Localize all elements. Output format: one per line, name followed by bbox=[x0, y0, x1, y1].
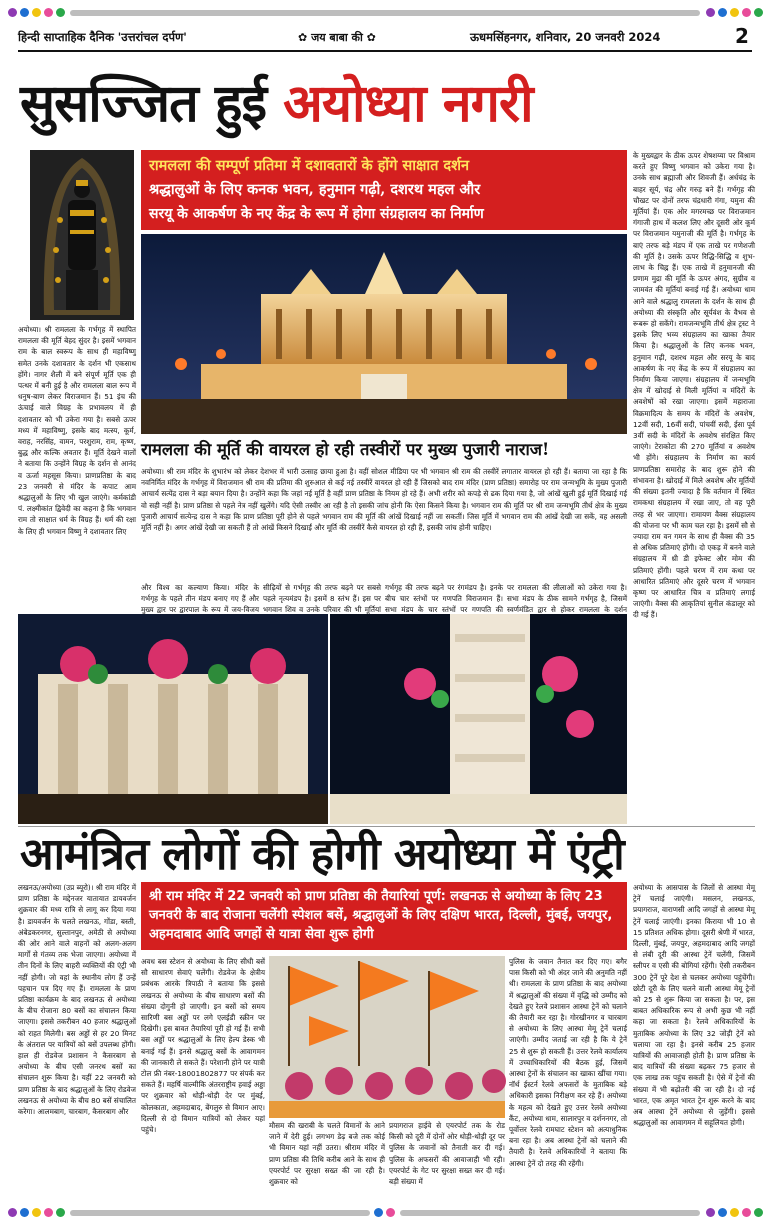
deck-line-2: श्रद्धालुओं के लिए कनक भवन, हनुमान गढ़ी, दशरथ महल और bbox=[149, 181, 481, 198]
mid-col-4: पर रामलला की लीलाओं को उकेरा गया है। सभा मंडप के ठीक सामने गर्भगृह है, जिसमें स्वर्णमंडित द्वार से होकर रामलला के दर्शन bbox=[507, 583, 627, 615]
deck-line-1: रामलला की सम्पूर्ण प्रतिमा में दशावतारों के होंगे साक्षात दर्शन bbox=[149, 157, 470, 174]
bottom-color-dots-left bbox=[8, 1208, 65, 1217]
mid-col-3: गर्भगृह की तरफ बढ़ने पर रंगमंडप है। इनके बीच चार स्तंभों पर गणपति विराजमान हैं। सभा मंडप के चार स्तंभों पर गणपति की bbox=[385, 583, 503, 615]
flower-icon: ✿ bbox=[366, 31, 376, 44]
bottom-mid-column-1: अवध बस स्टेशन से अयोध्या के लिए सीधी बसें सौ साधारण सेवाएं चलेंगी। रोडवेज के क्षेत्रीय प्रबंधक आरके त्रिपाठी ने बताया कि इससे लखनऊ से अयोध्या के बीच साधारण बसों की संख्या दोगुनी हो जाएगी। इन बसों को समय सारिणी बस अड्डों पर लगे एलईडी स्क्रीन पर दिखेगी। इस बावत तैयारियां पूरी हो गई हैं। सभी बस अड्डों पर श्रद्धालुओं के लिए हेल्प डेस्क भी बनाई गई हैं। इनसे श्रद्धालु बसों के आवागमन की जानकारी ले सकते हैं। परेशानी होने पर यात्री टोल फ्री नंबर-18001802877 पर संपर्क कर सकते हैं। महर्षि वाल्मीकि अंतरराष्ट्रीय हवाई अड्डा पर शुक्रवार को थोड़ी-थोड़ी देर पर मुंबई, कोलकाता, अहमदाबाद, बेंगलुरु से विमान आए। दिल्ली से दो विमान यात्रियों को लेकर यहां पहुंचे। bbox=[141, 957, 265, 1135]
deck-red-box-2: श्री राम मंदिर में 22 जनवरी को प्राण प्रतिष्ठा की तैयारियां पूर्ण: लखनऊ से अयोध्या के लिए 23 जनवरी के बाद रोजाना चलेंगी स्पेशल बसें, श्रद्धालुओं के लिए दक्षिण भारत, दिल्ली, मुंबई, जयपुर, अहमदाबाद आदि जगहों से यात्रा सेवा शुरू होगी bbox=[141, 882, 627, 950]
flower-icon: ✿ bbox=[298, 31, 308, 44]
section-divider bbox=[18, 826, 755, 827]
ram-mandir-night-photo bbox=[141, 234, 627, 434]
masthead-left: हिन्दी साप्ताहिक दैनिक 'उत्तरांचल दर्पण' bbox=[18, 30, 187, 44]
sub-headline: रामलला की मूर्ति की वायरल हो रही तस्वीरों पर मुख्य पुजारी नाराज! bbox=[141, 440, 550, 459]
masthead-center bbox=[298, 30, 376, 45]
second-headline: आमंत्रित लोगों की होगी अयोध्या में एंट्री bbox=[20, 829, 624, 880]
bottom-right-column: अयोध्या के आसपास के जिलों से आस्था मेमू ट्रेनें चलाई जाएंगी। मसलन, लखनऊ, प्रयागराज, वाराणसी आदि जगहों से आस्था मेमू ट्रेनें चलाई जाएंगी। इनका किराया भी 10 से 15 प्रतिशत अधिक होगा। दूसरी श्रेणी में भारत, दिल्ली, मुंबई, जयपुर, अहमदाबाद आदि जगहों से लंबी दूरी की आस्था ट्रेनें चलेंगी, जिसमें स्लीपर व एसी की बोगियां रहेंगी। ऐसी तकरीबन 300 ट्रेनें पूरे देश से चलकर अयोध्या पहुंचेंगी। छोटी दूरी के लिए चलने वाली आस्था मेमू ट्रेनों को 25 से शुरू किया जा सकता है। पर, इस बाबत अधिकारिक रूप से अभी कुछ भी नहीं कहा जा सकता है। रेलवे अधिकारियों के मुताबिक अयोध्या के लिए 32 जोड़ी ट्रेनें को चलाया जा रहा है। इनसे करीब 25 हजार यात्रियों की आवाजाही होती है। प्राण प्रतिष्ठा के बाद यात्रियों की संख्या बढ़कर 75 हजार से एक लाख तक पहुंच सकती है। ऐसे में ट्रेनों की संख्या में भी बढ़ोतरी की जा रही है। दो नई भारत, एक अमृत भारत ट्रेन शुरू करने के बाद अब आस्था ट्रेनें अयोध्या से जुड़ेंगी। इससे श्रद्धालुओं का आवागमन में सहूलियत होगी। bbox=[633, 883, 755, 1128]
top-color-dots-left bbox=[8, 8, 65, 17]
main-headline bbox=[20, 72, 755, 136]
masthead-center-text: जय बाबा की bbox=[311, 31, 363, 44]
masthead-rule bbox=[18, 50, 752, 52]
headline-part2: अयोध्या नगरी bbox=[283, 73, 533, 134]
bottom-mid-column-4: पुलिस के जवान तैनात कर दिए गए। बगैर पास किसी को भी अंदर जाने की अनुमति नहीं थी। रामलला के प्राण प्रतिष्ठा के बाद अयोध्या में श्रद्धालुओं की संख्या में वृद्धि को उम्मीद को देखते हुए रेलवे प्रशासन आस्था ट्रेनें को चलाने की तैयारी कर रहा है। गोरखीनगर व चारबाग से अयोध्या के लिए आस्था मेमू ट्रेनें चलाई जाएंगी। उम्मीद जताई जा रही है कि ये ट्रेनें 25 से शुरू हो सकती हैं। उत्तर रेलवे कार्यालय में उच्चाधिकारियों की बैठक हुई, जिसमें आस्था ट्रेनों के संचालन का खाका खींचा गया। नॉर्थ ईस्टर्न रेलवे अफसरों के मुताबिक बड़े अधिकारी इसका निरीक्षण कर रहे हैं। अयोध्या के महत्व को देखते हुए उत्तर रेलवे अयोध्या कैंट, अयोध्या धाम, सालारपुर व दर्शननगर, तो पूर्वोत्तर रेलवे रामघाट स्टेशन को अत्याधुनिक बना रहा है। अब आस्था ट्रेनों को चलाने की तैयारी है। रेलवे अधिकारियों ने बताया कि आस्था ट्रेनें दो तरह की रहेंगी। bbox=[509, 957, 627, 1168]
top-grey-bar bbox=[70, 10, 700, 16]
bottom-mid-column-2: मौसम की खराबी के चलते विमानों के आने जाने में देरी हुई। लगभग डेढ़ बजे तक कोई भी विमान यहां नहीं उतरा। श्रीराम मंदिर में प्राण प्रतिष्ठा की तिथि करीब आने के साथ ही एयरपोर्ट पर सुरक्षा सख्त की जा रही है। शुक्रवार को bbox=[269, 1121, 385, 1187]
bottom-center-dots bbox=[374, 1208, 395, 1217]
bottom-grey-bar-left bbox=[70, 1210, 370, 1216]
deck-red-box bbox=[141, 150, 627, 230]
page-number: 2 bbox=[735, 24, 749, 48]
temple-pillar-photo-1 bbox=[18, 614, 328, 824]
temple-pillar-photo-2 bbox=[330, 614, 627, 824]
viral-photos-paragraph: अयोध्या। श्री राम मंदिर के शुभारंभ को लेकर देशभर में भारी उत्साह छाया हुआ है। वहीं सोशल मीडिया पर भी भगवान श्री राम की तस्वीरें लगातार वायरल हो रही हैं। बताया जा रहा है कि नवनिर्मित मंदिर के गर्भगृह में विराजमान श्री राम की प्रतिमा की शुरुआत से कई नई तस्वीरें वायरल हो रही हैं जिसको बाद राम मंदिर (प्राण प्रतिष्ठा) समारोह पर राम जन्मभूमि के मुख्य पुजारी आचार्य सत्येंद्र दास ने बड़ा बयान दिया है। उन्होंने कहा कि जहां नई मूर्ति है वहीं प्राण प्रतिष्ठा के नियम हो रहे हैं। अभी शरीर को कपड़े से ढक दिया गया है, जो आंखें खुली हुई मूर्ति दिखाई गई वो सही नहीं है। प्राण प्रतिष्ठा से पहले नेत्र नहीं खुलेंगे। यदि ऐसी तस्वीर आ रही है तो इसकी जांच होनी कि ऐसा किसने किया है। भगवान राम की मूर्ति पर श्री राम जन्मभूमि तीर्थ क्षेत्र के मुख्य पुजारी आचार्य सत्येन्द्र दास ने कहा कि प्राण प्रतिष्ठा पूरी होने से पहले भगवान राम की मूर्ति की आंखें दिखाई नहीं जा सकतीं। जिस मूर्ति में भगवान राम की आंखें देखी जा सकें, वह असली मूर्ति नहीं है। अगर आंखें देखी जा सकती हैं तो आंखें किसने दिखाईं और मूर्ति की तस्वीरें कैसे वायरल हो रही हैं, इसकी जांच होनी चाहिए। bbox=[141, 467, 627, 533]
top-color-dots-right bbox=[706, 8, 763, 17]
procession-saffron-flags-photo bbox=[269, 956, 505, 1118]
right-column-text: के मुख्यद्वार के ठीक ऊपर शेषशय्या पर विश्राम करते हुए विष्णु भगवान को उकेरा गया है। उनके साथ ब्रह्माजी और शिवजी हैं। अर्धचंद्र के बाहर सूर्य, चंद्र और गरुड़ बने हैं। गर्भगृह की चौखट पर दोनों तरफ चंद्रधारी गंगा, यमुना की मूर्तियां हैं। एक ओर मगरमच्छ पर विराजमान गंगाजी हाथ में कलश लिए और दूसरी ओर कूर्म पर विराजमान यमुनाजी की मूर्ति है। गर्भगृह के बाएं तरफ बड़े मंडप में एक ताखे पर गणेशजी की मूर्ति है। उसके ऊपर रिद्धि-सिद्धि व शुभ-लाभ के चिह्न हैं। एक ताखे में हनुमानजी की प्रणाम मुद्रा की मूर्ति के ऊपर अंगद, सुग्रीव व जामवंत की मूर्तियां बनाई गई हैं। अयोध्या धाम आने वाले श्रद्धालु रामलला के दर्शन के साथ ही अयोध्या की संस्कृति और सूर्यवंश के वैभव से रूबरू हो सकेंगे। रामजन्मभूमि तीर्थ क्षेत्र ट्रस्ट ने इसके लिए भव्य संग्रहालय का खाका तैयार किया है। श्रद्धालुओं के लिए कनक भवन, हनुमान गढ़ी, दशरथ महल और सरयू के बाद आकर्षण के नए केंद्र के रूप में संग्रहालय का निर्माण किया जाएगा। संग्रहालय में जन्मभूमि क्षेत्र में खोदाई से मिली मूर्तियां व मंदिरों के अवशेषों को रखा जाएगा। इसमें महाराजा विक्रमादित्य के समय के मंदिरों के अवशेष, 12वीं सदी, 16वीं सदी, पांचवीं सदी, ईसा पूर्व 3वीं सदी के मंदिरों के अवशेष संरक्षित किए जाएंगे। टेराकोटा की 270 मूर्तियां व अवशेष भी होंगे। संग्रहालय के निर्माण का कार्य प्राणप्रतिष्ठा समारोह के बाद शुरू होने की संभावना है। खोदाई में मिले अवशेष और मूर्तियों की संख्या इतनी ज्यादा है कि वर्तमान में स्थित रामकथा संग्रहालय में रखा जाए, तो वह पूरी तरह से भर जाएगा। रामायण वैक्स संग्रहालय की योजना पर भी काम चल रहा है। इसमें सौ से ज्यादा राम वन गमन के साथ ही वैक्स की 35 से अधिक प्रतिमाएं होंगी। दो एकड़ में बनने वाले संग्रहालय में थ्री डी इफेक्ट और मोम की प्रतिमाएं होंगी। पहले चरण में राम कथा पर आधारित प्रतिमाएं और दूसरे चरण में भगवान कृष्ण पर आधारित चित्र व प्रतिमाएं लगाई जाएंगी। वैक्स की आकृतियां सुनील कंडालूर को दी गई हैं। bbox=[633, 151, 755, 620]
mid-col-1: और विश्व का कल्याण किया। मंदिर के गर्भगृह के पहले तीन मंडप बनाए गए हैं और मुख्य द्वार पर द्वारपाल के रूप में जय-विजय bbox=[141, 583, 259, 615]
bottom-grey-bar-right bbox=[400, 1210, 700, 1216]
headline-part1: सुसज्जित हुई bbox=[20, 73, 284, 134]
ram-lalla-idol-photo bbox=[30, 150, 134, 320]
bottom-left-column: लखनऊ/अयोध्या (उप्र ब्यूरो)। श्री राम मंदिर में प्राण प्रतिष्ठा के मद्देनजर यातायात डायवर्जन शुक्रवार की मध्य रात्रि से लागू कर दिया गया है। डायवर्जन के चलते लखनऊ, गोंडा, बस्ती, अंबेडकरनगर, सुल्तानपुर, अमेठी से अयोध्या की ओर आने वाले वाहनों को अलग-अलग मार्गों से गंतव्य तक भेजा जाएगा। अयोध्या में तीन दिनों के लिए बाहरी व्यक्तियों की एंट्री भी नहीं होगी। जो वहां के स्थानीय लोग हैं उन्हें पहचान पत्र दिए गए हैं। रामलला के प्राण प्रतिष्ठा कार्यक्रम के बाद लखनऊ से अयोध्या के बीच रोजाना 80 बसों का संचालन किया जाएगा। इससे तकरीबन 40 हजार श्रद्धालुओं को राहत मिलेगी। बस अड्डों से हर 20 मिनट के अंतराल पर यात्रियों को बसें उपलब्ध होंगी। हाल ही रोडवेज प्रशासन ने कैसरबाग से अयोध्या के बीच एसी जनरथ बसों का संचालन शुरू किया है। यहीं 22 जनवरी को प्राण प्रतिष्ठा के बाद श्रद्धालुओं के लिए रोडवेज लखनऊ से अयोध्या के बीच 80 बसें संचालित करेगा। आलमबाग, चारबाग, कैसरबाग और bbox=[18, 883, 136, 1117]
bottom-mid-column-3: प्रयागराज हाईवे से एयरपोर्ट तक के रोड किसी को दूरी में दोनों ओर थोड़ी-थोड़ी दूर पर पुलिस के जवानों को तैनाती कर दी गई। पुलिस के अफसरों की आवाजाही भी रही। एयरपोर्ट के गेट पर सुरक्षा सख्त कर दी गई। बड़ी संख्या में bbox=[389, 1121, 505, 1187]
left-column-text: अयोध्या। श्री रामलला के गर्भगृह में स्थापित रामलला की मूर्ति बेहद सुंदर है। इसमें भगवान राम के बाल स्वरूप के साथ ही महाविष्णु समेत उनके दशावतार के दर्शन भी एकसाथ होंगे। नागर शैली में बने संपूर्ण मूर्ति एक ही पत्थर में बनी हुई है और रामलला बाल रूप में धनुष-बाण लेकर विराजमान हैं। 51 इंच की ऊंचाई वाले विग्रह के प्रभावलय में ही दशावतार को भी उकेरा गया है। सबसे ऊपर मध्य में महाविष्णु, इसके बाद मत्स्य, कूर्म, वराह, नरसिंह, वामन, परशुराम, राम, कृष्ण, बुद्ध और कल्कि अवतार हैं। मूर्ति देखने वालों ने बताया कि उन्होंने विग्रह के दर्शन से आनंद व ऊर्जा महसूस किया। प्राणप्रतिष्ठा के बाद 23 जनवरी से मंदिर के कपाट आम श्रद्धालुओं के लिए भी खुल जाएंगे। कर्मकांडी पं. लक्ष्मीकांत द्विवेदी का कहना है कि भगवान राम तो साक्षात धर्म के विग्रह हैं। धर्म की रक्षा के लिए ही भगवान विष्णु ने दशावतार लिए bbox=[18, 325, 136, 536]
bottom-color-dots-right bbox=[706, 1208, 763, 1217]
deck-line-3: सरयू के आकर्षण के नए केंद्र के रूप में होगा संग्रहालय का निर्माण bbox=[149, 206, 484, 222]
masthead-right: ऊधमसिंहनगर, शनिवार, 20 जनवरी 2024 bbox=[470, 30, 661, 44]
mid-col-2: सीढ़ियों से गर्भगृह की तरफ बढ़ने पर सबसे पहले नृत्यमंडप है। इसमें 8 स्तंभ हैं। इस पर भगवान शिव व उनके परिवार की भी मूर्तियां bbox=[263, 583, 381, 615]
